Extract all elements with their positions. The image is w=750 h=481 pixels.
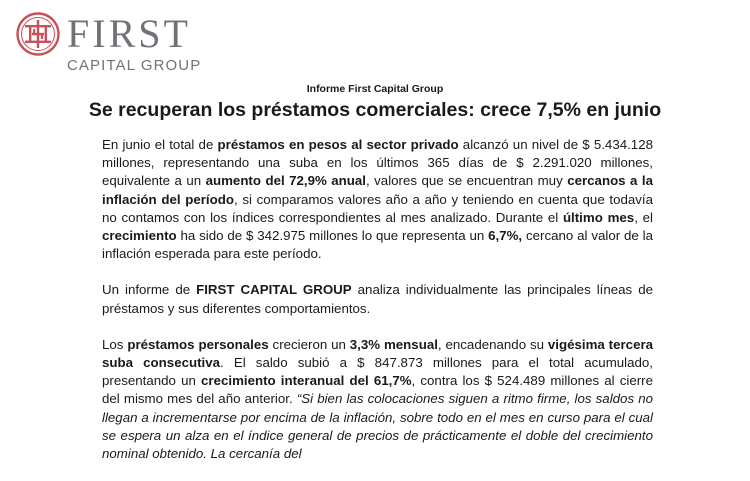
bold-run: préstamos en pesos al sector privado <box>217 137 459 152</box>
document-title: Se recuperan los préstamos comerciales: crece 7,5% en junio <box>88 99 662 121</box>
bold-run: cercanos a la inflación del período <box>102 173 653 207</box>
paragraph-personal-loans <box>102 336 653 463</box>
text-run: Un informe de <box>102 282 197 298</box>
quote-run: “Si bien las colocaciones siguen a ritmo firme, los saldos no llegan a incrementarse por encima de la inflación, sobre todo en el mes en curso para el cual se espera un alza en el índice general de precios de prácticamente el doble del crecimiento nominal obtenido. La cercanía del <box>102 391 654 462</box>
bold-run: préstamos personales <box>127 336 269 352</box>
document-body <box>102 136 653 481</box>
company-logo <box>16 12 216 74</box>
bold-run: crecimiento interanual del 61,7% <box>201 373 412 389</box>
text-run: analiza individualmente las principales líneas de préstamos y sus diferentes comportamientos. <box>102 282 653 316</box>
text-run: crecieron un <box>268 336 350 352</box>
paragraph-loans-total <box>102 136 653 263</box>
bold-run: vigésima tercera suba consecutiva <box>102 336 654 371</box>
text-run: alcanzó un nivel de $ 5.434.128 millones, representando una suba en los últimos 365 días de $ 2.291.020 millones, equivalente a un <box>102 137 653 189</box>
logo-wordmark: FIRST <box>67 11 191 56</box>
bold-run: 6,7%, <box>488 228 523 244</box>
text-run: , valores que se encuentran muy <box>366 173 568 189</box>
text-run: , contra los $ 524.489 millones al cierre del mismo mes del año anterior. <box>102 373 654 407</box>
text-run: , encadenando su <box>437 336 548 352</box>
text-run: , el <box>634 209 653 225</box>
bold-run: 3,3% mensual <box>349 336 438 352</box>
text-run: , si comparamos valores año a año y teniendo en cuenta que todavía no contamos con los índices correspondientes al mes analizado. Durante el <box>102 191 653 225</box>
text-run: . El saldo subió a $ 847.873 millones para el total acumulado, presentando un <box>102 355 653 389</box>
text-run: ha sido de $ 342.975 millones lo que representa un <box>176 228 489 244</box>
bold-run: crecimiento <box>102 228 177 244</box>
bold-run: aumento del 72,9% anual <box>205 173 366 189</box>
bold-run: último mes <box>562 209 635 225</box>
text-run: Los <box>102 336 128 352</box>
company-emblem-icon <box>16 12 60 56</box>
bold-run: FIRST CAPITAL GROUP <box>196 282 352 298</box>
text-run: cercano al valor de la inflación esperada para este período. <box>102 228 653 262</box>
logo-subtitle: CAPITAL GROUP <box>67 57 202 74</box>
text-run: En junio el total de <box>102 137 218 152</box>
paragraph-report-intro <box>102 281 653 317</box>
document-kicker: Informe First Capital Group <box>306 83 444 95</box>
